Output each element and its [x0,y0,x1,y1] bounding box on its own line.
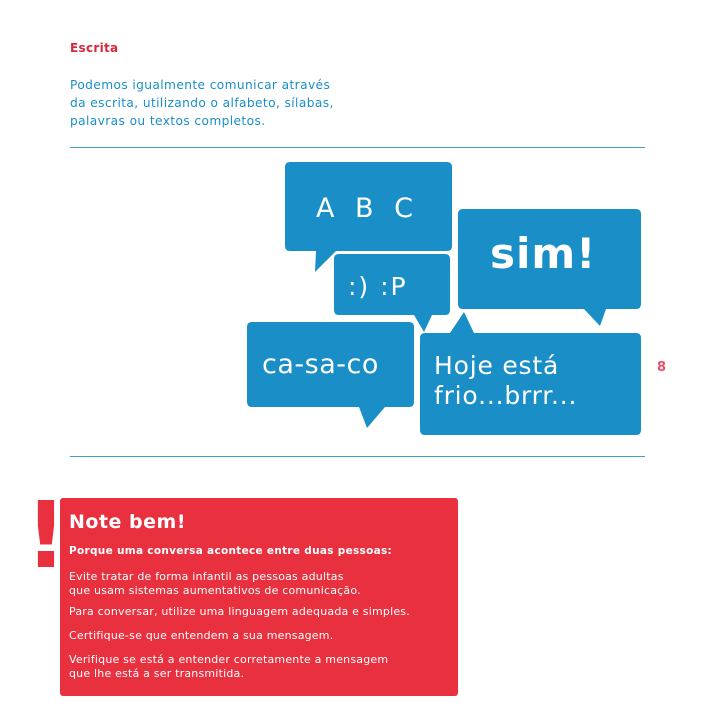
intro-line: Podemos igualmente comunicar através [70,78,331,92]
note-item-line: Certifique-se que entendem a sua mensagem. [69,629,334,642]
note-item [69,605,410,619]
note-item-line: que lhe está a ser transmitida. [69,667,245,680]
note-item-line: que usam sistemas aumentativos de comunicação. [69,584,361,597]
bubble-emoticons-text: :) :P [348,272,408,301]
note-item-line: Verifique se está a entender corretamente a mensagem [69,653,389,666]
note-title: Note bem! [69,511,186,533]
bubble-hoje-text [434,351,577,411]
bubble-abc-text: A B C [316,193,420,224]
intro-line: palavras ou textos completos. [70,114,266,128]
note-item [69,653,388,681]
note-item [69,629,333,643]
bubble-casaco-text: ca-sa-co [262,349,379,380]
page-number: 8 [657,360,667,375]
bubble-hoje-line: frio...brrr... [434,381,578,410]
note-item-line: Para conversar, utilize uma linguagem adequada e simples. [69,605,410,618]
intro-line: da escrita, utilizando o alfabeto, sílabas, [70,96,334,110]
exclamation-icon: ! [25,482,67,589]
section-title: Escrita [70,41,119,55]
bubble-sim-text: sim! [490,229,597,278]
note-subtitle: Porque uma conversa acontece entre duas pessoas: [69,545,393,557]
bottom-divider [70,456,645,457]
note-item [69,570,361,598]
bubble-hoje-line: Hoje está [434,351,560,380]
note-item-line: Evite tratar de forma infantil as pessoas adultas [69,570,344,583]
